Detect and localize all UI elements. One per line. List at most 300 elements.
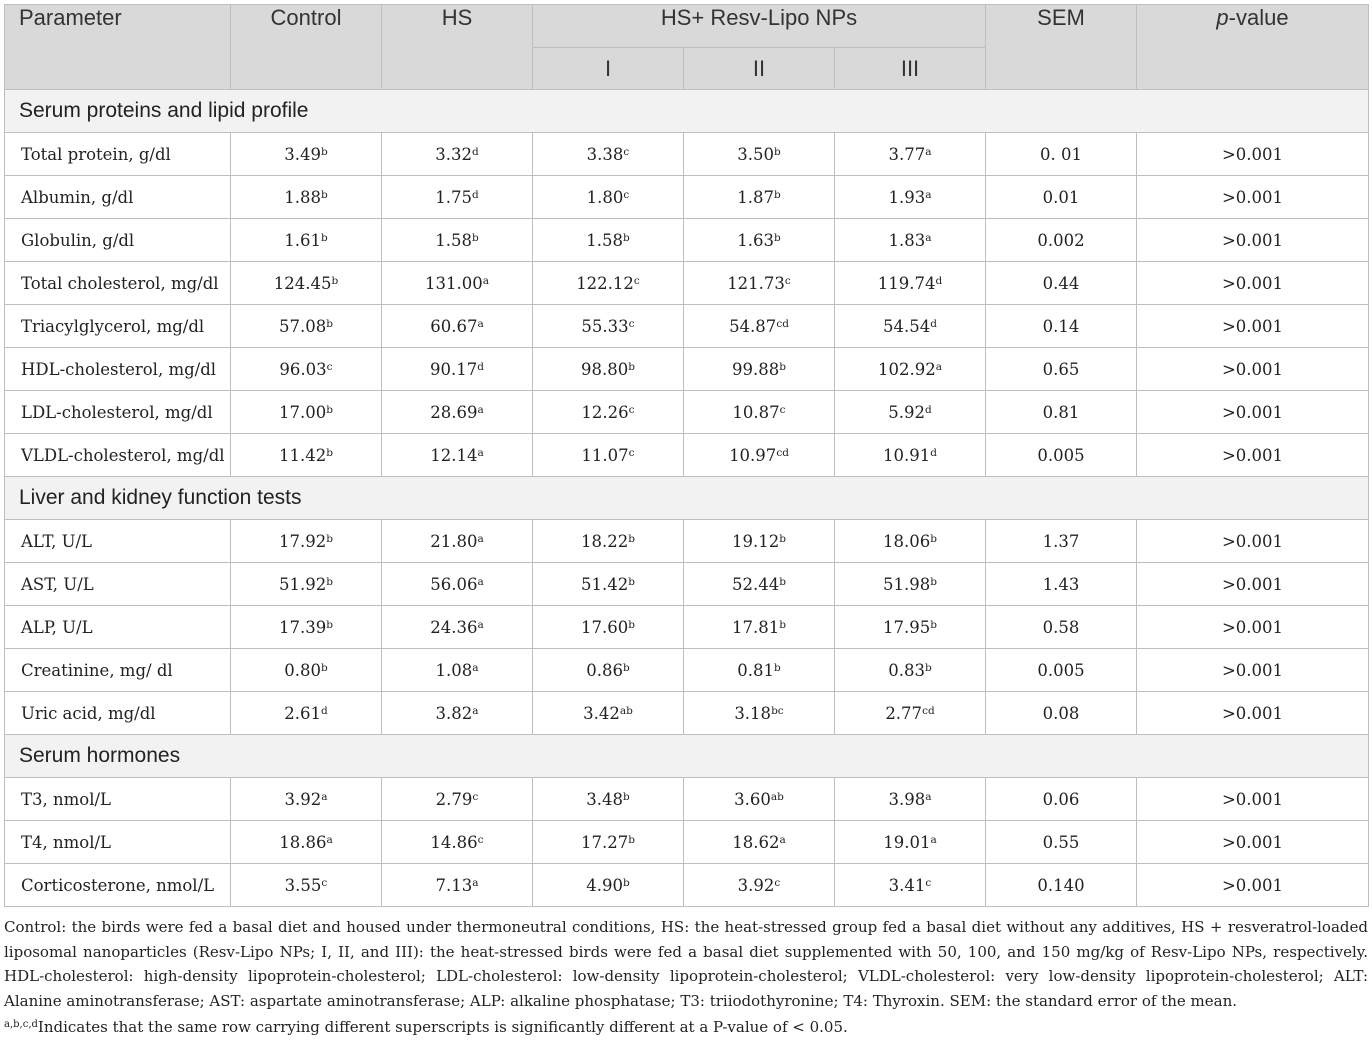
sem-cell: 0.01 xyxy=(986,176,1137,219)
value: 51.92 xyxy=(279,574,327,594)
value: 98.80 xyxy=(581,359,629,379)
value-cell-hs xyxy=(382,133,533,176)
superscript: c xyxy=(633,274,640,287)
superscript: c xyxy=(623,188,630,201)
value-cell-hs xyxy=(382,262,533,305)
value: 28.69 xyxy=(430,402,478,422)
parameter-cell: Total cholesterol, mg/dl xyxy=(5,262,231,305)
value: 14.86 xyxy=(430,832,478,852)
superscript: d xyxy=(472,188,479,201)
superscript: a xyxy=(321,790,328,803)
pvalue-cell: >0.001 xyxy=(1137,563,1369,606)
value-cell-group-i xyxy=(533,778,684,821)
superscript: c xyxy=(321,876,328,889)
footnote-significance xyxy=(4,1013,1368,1040)
superscript: a xyxy=(482,274,489,287)
value-cell-control xyxy=(231,563,382,606)
footnote-significance-text: Indicates that the same row carrying different superscripts is significantly different at a P-value of < 0.05. xyxy=(37,1018,848,1036)
table-row xyxy=(5,219,1369,262)
value-cell-control xyxy=(231,262,382,305)
sem-cell: 0.005 xyxy=(986,649,1137,692)
sem-cell: 1.43 xyxy=(986,563,1137,606)
section-header xyxy=(5,735,1369,778)
superscript: a xyxy=(472,876,479,889)
value-cell-group-ii xyxy=(684,391,835,434)
superscript: b xyxy=(321,661,328,674)
header-pvalue-italic: p xyxy=(1216,5,1229,30)
superscript: b xyxy=(321,231,328,244)
value: 54.54 xyxy=(883,316,931,336)
value: 1.88 xyxy=(284,187,321,207)
value-cell-group-ii xyxy=(684,864,835,907)
value-cell-group-i xyxy=(533,692,684,735)
value-cell-group-i xyxy=(533,348,684,391)
value-cell-group-ii xyxy=(684,262,835,305)
value-cell-group-ii xyxy=(684,692,835,735)
table-row xyxy=(5,262,1369,305)
sem-cell: 0.65 xyxy=(986,348,1137,391)
table-row xyxy=(5,563,1369,606)
value: 10.87 xyxy=(732,402,780,422)
value-cell-control xyxy=(231,649,382,692)
value-cell-group-ii xyxy=(684,219,835,262)
value: 17.60 xyxy=(581,617,629,637)
value-cell-group-iii xyxy=(835,305,986,348)
superscript: b xyxy=(779,618,786,631)
value: 11.07 xyxy=(581,445,629,465)
table-row xyxy=(5,821,1369,864)
value-cell-group-ii xyxy=(684,563,835,606)
value: 4.90 xyxy=(586,875,623,895)
value-cell-group-iii xyxy=(835,434,986,477)
superscript: b xyxy=(331,274,339,287)
pvalue-cell: >0.001 xyxy=(1137,864,1369,907)
parameter-cell: Total protein, g/dl xyxy=(5,133,231,176)
superscript: a xyxy=(935,360,942,373)
superscript: b xyxy=(628,360,635,373)
value: 55.33 xyxy=(581,316,629,336)
superscript: b xyxy=(326,446,333,459)
value-cell-group-iii xyxy=(835,692,986,735)
value-cell-control xyxy=(231,520,382,563)
value: 12.14 xyxy=(430,445,478,465)
value: 12.26 xyxy=(581,402,629,422)
value-cell-hs xyxy=(382,434,533,477)
superscript: b xyxy=(326,618,333,631)
value: 3.82 xyxy=(435,703,473,723)
table-row xyxy=(5,864,1369,907)
superscript: a xyxy=(472,704,479,717)
superscript: b xyxy=(623,876,630,889)
header-sub-ii: II xyxy=(684,48,835,90)
value-cell-group-iii xyxy=(835,864,986,907)
superscript: c xyxy=(628,403,635,416)
parameter-cell: LDL-cholesterol, mg/dl xyxy=(5,391,231,434)
superscript: a xyxy=(925,145,932,158)
superscript: b xyxy=(925,661,932,674)
value-cell-group-iii xyxy=(835,348,986,391)
sem-cell: 0.140 xyxy=(986,864,1137,907)
value: 1.58 xyxy=(435,230,472,250)
superscript: c xyxy=(774,876,781,889)
value: 119.74 xyxy=(877,273,936,293)
superscript: cd xyxy=(776,446,789,459)
value-cell-group-i xyxy=(533,649,684,692)
header-row xyxy=(5,5,1369,48)
superscript: a xyxy=(779,833,786,846)
value: 3.55 xyxy=(284,875,322,895)
value: 1.83 xyxy=(888,230,926,250)
value: 18.06 xyxy=(883,531,931,551)
value: 11.42 xyxy=(279,445,327,465)
superscript: a xyxy=(925,188,932,201)
pvalue-cell: >0.001 xyxy=(1137,520,1369,563)
superscript: c xyxy=(628,317,635,330)
superscript: c xyxy=(784,274,791,287)
value-cell-group-i xyxy=(533,176,684,219)
value-cell-hs xyxy=(382,692,533,735)
value-cell-control xyxy=(231,864,382,907)
superscript: b xyxy=(779,360,786,373)
value: 1.80 xyxy=(586,187,624,207)
table-row xyxy=(5,778,1369,821)
header-pvalue xyxy=(1137,5,1369,90)
parameter-cell: Corticosterone, nmol/L xyxy=(5,864,231,907)
superscript: b xyxy=(326,575,333,588)
value: 17.81 xyxy=(732,617,780,637)
value-cell-control xyxy=(231,692,382,735)
value: 57.08 xyxy=(279,316,327,336)
parameter-cell: VLDL-cholesterol, mg/dl xyxy=(5,434,231,477)
header-parameter: Parameter xyxy=(5,5,231,90)
superscript: b xyxy=(628,833,635,846)
value-cell-hs xyxy=(382,176,533,219)
value-cell-hs xyxy=(382,821,533,864)
superscript: b xyxy=(326,403,333,416)
value: 19.01 xyxy=(883,832,931,852)
sem-cell: 0.08 xyxy=(986,692,1137,735)
superscript: d xyxy=(477,360,484,373)
value-cell-group-i xyxy=(533,391,684,434)
superscript: a xyxy=(326,833,333,846)
superscript: b xyxy=(623,231,630,244)
value-cell-group-ii xyxy=(684,348,835,391)
value-cell-hs xyxy=(382,348,533,391)
value: 3.92 xyxy=(737,875,775,895)
superscript: b xyxy=(774,188,781,201)
value: 54.87 xyxy=(729,316,777,336)
pvalue-cell: >0.001 xyxy=(1137,606,1369,649)
value-cell-group-i xyxy=(533,133,684,176)
parameter-cell: Creatinine, mg/ dl xyxy=(5,649,231,692)
value: 1.93 xyxy=(888,187,926,207)
parameter-cell: HDL-cholesterol, mg/dl xyxy=(5,348,231,391)
value-cell-group-ii xyxy=(684,176,835,219)
value-cell-group-iii xyxy=(835,133,986,176)
superscript: b xyxy=(774,231,781,244)
pvalue-cell: >0.001 xyxy=(1137,348,1369,391)
value-cell-hs xyxy=(382,606,533,649)
table-body xyxy=(5,90,1369,907)
value: 7.13 xyxy=(435,875,473,895)
value: 131.00 xyxy=(425,273,483,293)
superscript: d xyxy=(930,446,937,459)
parameter-cell: AST, U/L xyxy=(5,563,231,606)
table-row xyxy=(5,391,1369,434)
sem-cell: 1.37 xyxy=(986,520,1137,563)
sem-cell: 0.14 xyxy=(986,305,1137,348)
superscript: a xyxy=(477,446,484,459)
superscript: b xyxy=(774,145,781,158)
value: 3.49 xyxy=(284,144,321,164)
superscript: a xyxy=(925,231,932,244)
superscript: b xyxy=(326,532,333,545)
value: 99.88 xyxy=(732,359,780,379)
value: 10.91 xyxy=(883,445,931,465)
pvalue-cell: >0.001 xyxy=(1137,176,1369,219)
value-cell-group-ii xyxy=(684,821,835,864)
footnote xyxy=(4,915,1368,1040)
value-cell-group-i xyxy=(533,606,684,649)
pvalue-cell: >0.001 xyxy=(1137,133,1369,176)
superscript: b xyxy=(930,618,937,631)
superscript: b xyxy=(321,188,328,201)
value: 52.44 xyxy=(732,574,780,594)
header-sub-iii: III xyxy=(835,48,986,90)
parameter-cell: T3, nmol/L xyxy=(5,778,231,821)
superscript: c xyxy=(477,833,484,846)
value-cell-group-i xyxy=(533,520,684,563)
value: 3.92 xyxy=(284,789,322,809)
section-title: Serum hormones xyxy=(5,735,1369,778)
header-pvalue-suffix: -value xyxy=(1228,5,1289,30)
value-cell-group-i xyxy=(533,262,684,305)
value-cell-control xyxy=(231,348,382,391)
value-cell-control xyxy=(231,821,382,864)
superscript: b xyxy=(628,618,635,631)
superscript: b xyxy=(623,790,630,803)
superscript: d xyxy=(472,145,479,158)
value-cell-hs xyxy=(382,391,533,434)
value: 1.58 xyxy=(586,230,623,250)
superscript: a xyxy=(472,661,479,674)
table-row xyxy=(5,434,1369,477)
table-row xyxy=(5,348,1369,391)
parameter-cell: ALT, U/L xyxy=(5,520,231,563)
value-cell-group-ii xyxy=(684,434,835,477)
table-row xyxy=(5,305,1369,348)
value-cell-group-i xyxy=(533,563,684,606)
table-row xyxy=(5,649,1369,692)
superscript: d xyxy=(321,704,328,717)
pvalue-cell: >0.001 xyxy=(1137,434,1369,477)
pvalue-cell: >0.001 xyxy=(1137,305,1369,348)
value-cell-group-i xyxy=(533,864,684,907)
header-control: Control xyxy=(231,5,382,90)
value-cell-hs xyxy=(382,520,533,563)
superscript: c xyxy=(779,403,786,416)
value-cell-group-i xyxy=(533,305,684,348)
sem-cell: 0.81 xyxy=(986,391,1137,434)
value: 3.50 xyxy=(737,144,774,164)
sem-cell: 0.44 xyxy=(986,262,1137,305)
value-cell-group-iii xyxy=(835,219,986,262)
value-cell-control xyxy=(231,305,382,348)
value-cell-hs xyxy=(382,649,533,692)
pvalue-cell: >0.001 xyxy=(1137,219,1369,262)
superscript: b xyxy=(326,317,333,330)
table-row xyxy=(5,520,1369,563)
superscript: ab xyxy=(619,704,633,717)
section-title: Liver and kidney function tests xyxy=(5,477,1369,520)
superscript: b xyxy=(628,532,635,545)
value: 90.17 xyxy=(430,359,478,379)
value: 18.62 xyxy=(732,832,780,852)
value: 5.92 xyxy=(888,402,925,422)
superscript: b xyxy=(930,575,937,588)
value-cell-group-iii xyxy=(835,606,986,649)
value-cell-group-iii xyxy=(835,563,986,606)
superscript: c xyxy=(472,790,479,803)
value: 2.77 xyxy=(885,703,923,723)
pvalue-cell: >0.001 xyxy=(1137,262,1369,305)
value: 3.48 xyxy=(586,789,623,809)
value: 51.98 xyxy=(883,574,931,594)
sem-cell: 0.002 xyxy=(986,219,1137,262)
value-cell-group-ii xyxy=(684,133,835,176)
superscript: b xyxy=(623,661,630,674)
value-cell-hs xyxy=(382,305,533,348)
value: 1.75 xyxy=(435,187,472,207)
value-cell-group-iii xyxy=(835,649,986,692)
superscript: cd xyxy=(922,704,935,717)
sem-cell: 0.06 xyxy=(986,778,1137,821)
pvalue-cell: >0.001 xyxy=(1137,778,1369,821)
value: 1.87 xyxy=(737,187,774,207)
header-sem: SEM xyxy=(986,5,1137,90)
value: 18.86 xyxy=(279,832,327,852)
superscript: c xyxy=(326,360,333,373)
value: 21.80 xyxy=(430,531,478,551)
superscript: bc xyxy=(771,704,784,717)
value-cell-group-iii xyxy=(835,778,986,821)
table-row xyxy=(5,133,1369,176)
results-table xyxy=(4,4,1369,907)
value: 124.45 xyxy=(273,273,332,293)
superscript: c xyxy=(628,446,635,459)
value-cell-group-ii xyxy=(684,778,835,821)
header-sub-i: I xyxy=(533,48,684,90)
value: 17.27 xyxy=(581,832,629,852)
pvalue-cell: >0.001 xyxy=(1137,692,1369,735)
value-cell-control xyxy=(231,391,382,434)
superscript: a xyxy=(930,833,937,846)
value: 3.42 xyxy=(583,703,620,723)
value: 24.36 xyxy=(430,617,478,637)
value: 2.79 xyxy=(435,789,473,809)
superscript: c xyxy=(925,876,932,889)
value: 17.92 xyxy=(279,531,327,551)
section-header xyxy=(5,477,1369,520)
table-row xyxy=(5,176,1369,219)
pvalue-cell: >0.001 xyxy=(1137,649,1369,692)
value-cell-control xyxy=(231,434,382,477)
value: 0.86 xyxy=(586,660,623,680)
value: 51.42 xyxy=(581,574,629,594)
value: 0.80 xyxy=(284,660,321,680)
pvalue-cell: >0.001 xyxy=(1137,391,1369,434)
value: 0.83 xyxy=(888,660,925,680)
superscript: b xyxy=(930,532,937,545)
value-cell-group-iii xyxy=(835,520,986,563)
value: 3.32 xyxy=(435,144,472,164)
section-header xyxy=(5,90,1369,133)
header-hs: HS xyxy=(382,5,533,90)
value-cell-group-iii xyxy=(835,262,986,305)
value-cell-group-i xyxy=(533,434,684,477)
value-cell-control xyxy=(231,778,382,821)
table-row xyxy=(5,692,1369,735)
superscript: c xyxy=(623,145,630,158)
sem-cell: 0.55 xyxy=(986,821,1137,864)
value: 3.41 xyxy=(888,875,926,895)
value: 3.98 xyxy=(888,789,926,809)
footnote-superscripts: a,b,c,d xyxy=(4,1019,38,1030)
superscript: d xyxy=(935,274,943,287)
superscript: a xyxy=(477,403,484,416)
value: 3.18 xyxy=(734,703,772,723)
value: 1.61 xyxy=(284,230,321,250)
superscript: b xyxy=(774,661,781,674)
parameter-cell: T4, nmol/L xyxy=(5,821,231,864)
value: 96.03 xyxy=(279,359,327,379)
value-cell-group-i xyxy=(533,219,684,262)
value: 121.73 xyxy=(727,273,785,293)
sem-cell: 0. 01 xyxy=(986,133,1137,176)
value-cell-group-iii xyxy=(835,176,986,219)
value-cell-hs xyxy=(382,778,533,821)
superscript: b xyxy=(779,575,786,588)
value-cell-hs xyxy=(382,219,533,262)
value: 3.77 xyxy=(888,144,926,164)
superscript: a xyxy=(477,575,484,588)
sem-cell: 0.005 xyxy=(986,434,1137,477)
superscript: a xyxy=(477,317,484,330)
parameter-cell: Triacylglycerol, mg/dl xyxy=(5,305,231,348)
value: 19.12 xyxy=(732,531,780,551)
superscript: ab xyxy=(770,790,784,803)
value: 3.38 xyxy=(586,144,624,164)
value: 56.06 xyxy=(430,574,478,594)
value: 10.97 xyxy=(729,445,777,465)
superscript: b xyxy=(628,575,635,588)
table-row xyxy=(5,606,1369,649)
value-cell-control xyxy=(231,176,382,219)
value: 18.22 xyxy=(581,531,629,551)
superscript: b xyxy=(779,532,786,545)
parameter-cell: ALP, U/L xyxy=(5,606,231,649)
value-cell-control xyxy=(231,133,382,176)
value-cell-hs xyxy=(382,563,533,606)
value-cell-group-ii xyxy=(684,606,835,649)
superscript: a xyxy=(477,532,484,545)
value: 122.12 xyxy=(576,273,634,293)
superscript: b xyxy=(321,145,328,158)
value: 2.61 xyxy=(284,703,321,723)
superscript: a xyxy=(477,618,484,631)
value: 17.95 xyxy=(883,617,931,637)
value: 102.92 xyxy=(878,359,936,379)
